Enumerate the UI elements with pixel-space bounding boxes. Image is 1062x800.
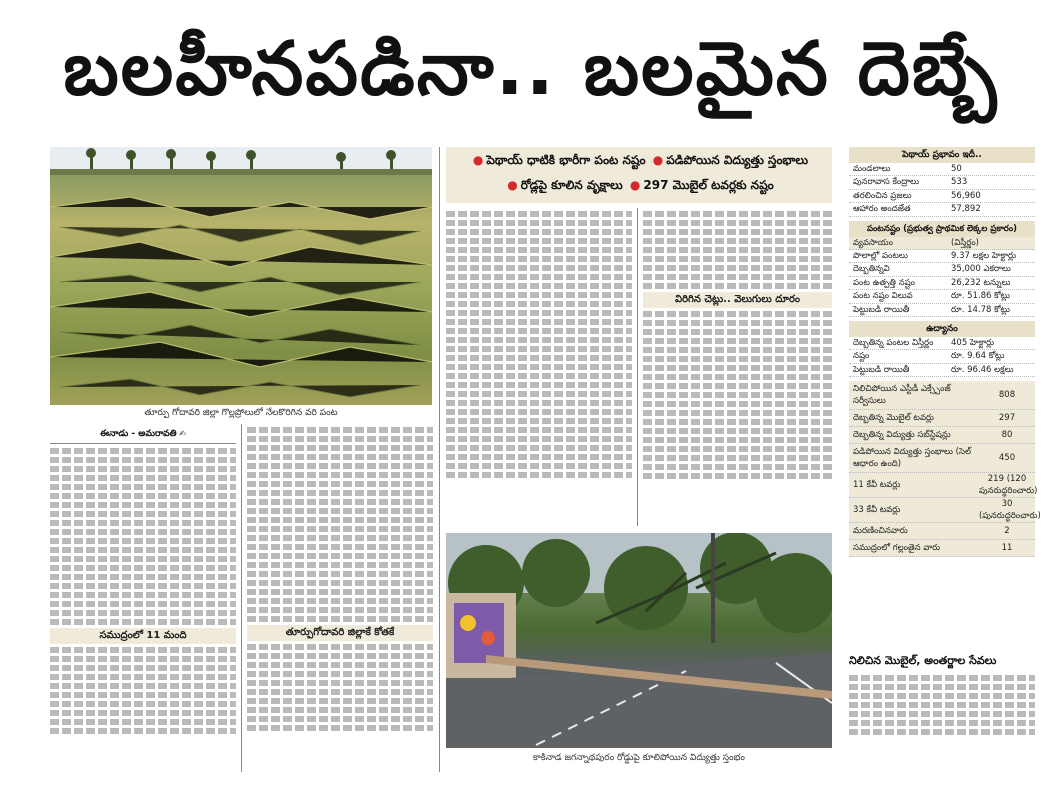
horticulture-title: ఉద్యానం bbox=[849, 321, 1035, 337]
highlight-mobile-towers: 297 మొబైల్ టవర్లకు నష్టం bbox=[643, 178, 774, 192]
mobile-services-text bbox=[849, 672, 1035, 772]
highlights-banner bbox=[446, 147, 832, 203]
crop-label: పంట నష్టం విలువ bbox=[853, 291, 913, 302]
power-label: 33 కేవీ టవర్లు bbox=[853, 505, 901, 516]
power-label: మరణించినవారు bbox=[853, 526, 908, 537]
power-value: 297 bbox=[998, 413, 1016, 424]
pen-icon: ✍ bbox=[179, 429, 186, 438]
power-label: సముద్రంలో గల్లంతైన వారు bbox=[853, 543, 941, 554]
power-label: దెబ్బతిన్న విద్యుత్తు సబ్‌స్టేషన్లు bbox=[853, 430, 951, 441]
crop-value: 26,232 టన్నులు bbox=[951, 277, 1011, 288]
horti-value: రూ. 96.46 లక్షలు bbox=[951, 364, 1014, 375]
power-value: 11 bbox=[1001, 543, 1013, 554]
impact-value: 56,960 bbox=[951, 190, 981, 201]
power-value: 219 (120 పునరుద్ధరించారు) bbox=[979, 474, 1038, 497]
crop-value: రూ. 51.86 కోట్లు bbox=[951, 291, 1010, 302]
photo-flattened-paddy bbox=[50, 147, 432, 405]
crop-label: పంట ఉత్పత్తి నష్టం bbox=[853, 277, 915, 288]
dateline: ఈనాడు - అమరావతి bbox=[100, 429, 177, 439]
impact-value: 57,892 bbox=[951, 204, 981, 215]
bullet-icon: ● bbox=[507, 178, 518, 192]
crop-label: పొలాల్లో పంటలు bbox=[853, 251, 908, 262]
power-value: 450 bbox=[998, 453, 1016, 464]
horti-label: దెబ్బతిన్న పంటల విస్తీర్ణం bbox=[853, 338, 934, 349]
bullet-icon: ● bbox=[652, 153, 664, 167]
impact-value: 50 bbox=[951, 164, 962, 174]
photo2-caption: కాకినాడ జగన్నాథపురం రోడ్డుపై కూలిపోయిన విద్యుత్తు స్తంభం bbox=[533, 753, 745, 763]
crop-header-label: వ్యవసాయం bbox=[853, 237, 893, 248]
article-column-3 bbox=[446, 208, 632, 526]
impact-sidebar bbox=[849, 147, 1041, 557]
article-column-2 bbox=[247, 424, 433, 772]
power-label: దెబ్బతిన్న మొబైల్ టవర్లు bbox=[853, 413, 934, 424]
article-column-1 bbox=[50, 424, 236, 772]
horti-value: 405 హెక్టార్లు bbox=[951, 338, 995, 349]
impact-label: తరలించిన ప్రజలు bbox=[853, 190, 912, 201]
bullet-icon: ● bbox=[629, 178, 641, 192]
power-value: 80 bbox=[1001, 430, 1013, 441]
subhead-broken-trees: విరిగిన చెట్లు.. వెలుగులు దూరం bbox=[643, 292, 832, 308]
subhead-east-godavari: తూర్పుగోదావరి జిల్లాకే కోతకే bbox=[247, 625, 433, 641]
power-value: 30 (పునరుద్ధరించారు) bbox=[979, 499, 1041, 522]
crop-label: దెబ్బతిన్నవి bbox=[853, 264, 890, 275]
power-label: నిలిచిపోయిన ఎస్టీడీ ఎక్స్చేంజ్ సర్వీసులు bbox=[853, 384, 951, 407]
crop-value: 35,000 ఎకరాలు bbox=[951, 264, 1011, 275]
horti-value: రూ. 9.64 కోట్లు bbox=[951, 351, 1005, 362]
crop-loss-title: పంటనష్టం (ప్రభుత్వ ప్రాథమిక లెక్కల ప్రకారం) bbox=[849, 221, 1035, 237]
power-label: 11 కేవీ టవర్లు bbox=[853, 480, 901, 491]
photo1-caption: తూర్పు గోదావరి జిల్లా గొల్లప్రోలులో నేలకొరిగిన వరి పంట bbox=[144, 408, 338, 418]
impact-label: పునరావాస కేంద్రాలు bbox=[853, 177, 920, 188]
paddy-field-illustration bbox=[50, 147, 432, 405]
power-value: 2 bbox=[1004, 526, 1010, 537]
impact-label: ఆహారం అందజేత bbox=[853, 204, 911, 215]
fallen-pole-illustration bbox=[446, 533, 832, 748]
mobile-services-title: నిలిచిన మొబైల్, అంతర్జాల సేవలు bbox=[849, 654, 997, 667]
power-label: పడిపోయిన విద్యుత్తు స్తంభాలు (సెల్‌ ఆధారం ఉంది) bbox=[853, 447, 971, 470]
power-value: 808 bbox=[998, 390, 1016, 401]
subhead-eleven-at-sea: సముద్రంలో 11 మంది bbox=[50, 628, 236, 644]
crop-header-value: (విస్తీర్ణం) bbox=[951, 237, 979, 248]
horti-label: నష్టం bbox=[853, 351, 870, 362]
highlight-poles-fallen: పడిపోయిన విద్యుత్తు స్తంభాలు bbox=[666, 153, 809, 167]
impact-title: పెథాయ్ ప్రభావం ఇదీ.. bbox=[849, 147, 1035, 163]
impact-value: 533 bbox=[951, 177, 968, 188]
photo-fallen-pole bbox=[446, 533, 832, 748]
highlight-crop-loss: పెథాయ్ ధాటికి భారీగా పంట నష్టం bbox=[486, 153, 646, 167]
highlight-trees-fallen: రోడ్లపై కూలిన వృక్షాలు bbox=[520, 178, 623, 192]
crop-label: పెట్టుబడి రాయితీ bbox=[853, 304, 910, 315]
crop-value: రూ. 14.78 కోట్లు bbox=[951, 304, 1010, 315]
article-column-4 bbox=[643, 208, 832, 526]
horti-label: పెట్టుబడి రాయితీ bbox=[853, 364, 910, 375]
headline: బలహీనపడినా.. బలమైన దెబ్బే bbox=[63, 26, 999, 112]
impact-label: మండలాలు bbox=[853, 164, 891, 174]
bullet-icon: ● bbox=[472, 153, 484, 167]
crop-value: 9.37 లక్షల హెక్టార్లు bbox=[951, 251, 1017, 262]
